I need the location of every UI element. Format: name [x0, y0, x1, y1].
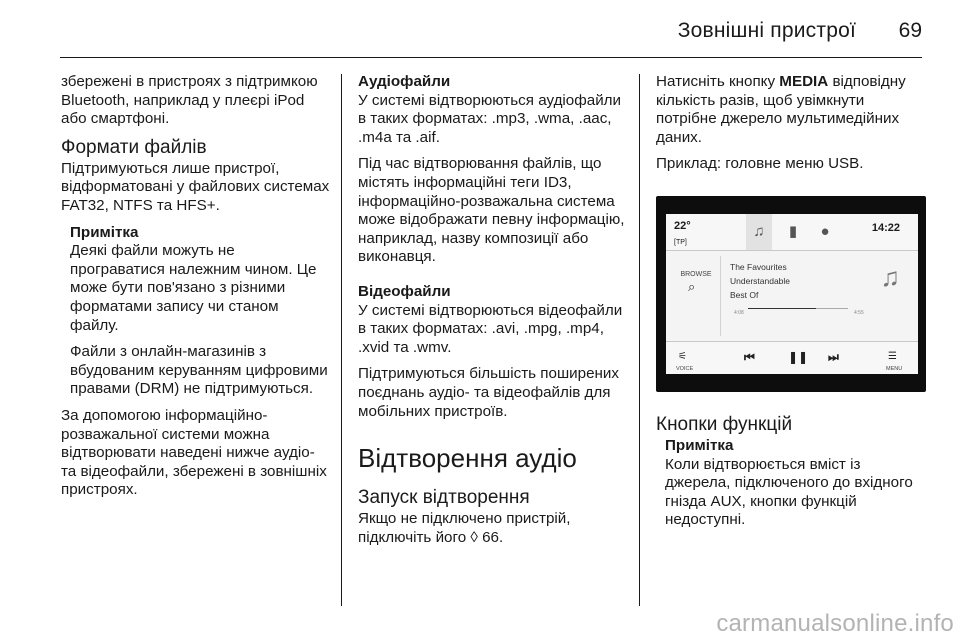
display-area [666, 214, 918, 374]
header-divider [60, 57, 922, 58]
paragraph-playback-intro: За допомогою інформаційно-розважальної системи можна відтворювати наведені нижче аудіо- та відеофайли, збережені в зовнішніх пристроях. [61, 406, 327, 499]
paragraph-video-formats: У системі відтворюються відеофайли в таких форматах: .avi, .mpg, .mp4, .xvid та .wmv. [358, 301, 623, 356]
pause-icon[interactable]: ❚❚ [788, 349, 809, 364]
browse-label[interactable]: BROWSE [680, 270, 712, 278]
clock: 14:22 [871, 221, 900, 234]
progress-fill [748, 308, 816, 309]
note-paragraph-2: Файли з онлайн-магазинів з вбудованим керуванням цифровими правами (DRM) не підтримуються. [70, 343, 328, 398]
paragraph-id3-tags: Під час відтворювання файлів, що містять інформаційні теги ID3, інформаційно-розважальна система може відображати певну інформацію, наприклад, назву композиції або виконавця. [358, 155, 625, 266]
elapsed-time: 4:08 [734, 309, 744, 316]
usb-main-menu-screenshot [656, 196, 926, 392]
total-time: 4:55 [854, 309, 864, 316]
paragraph-media-button [656, 73, 928, 147]
paragraph-example: Приклад: головне меню USB. [656, 155, 864, 173]
track-line-1: The Favourites [730, 261, 787, 272]
note-block-aux [665, 437, 928, 530]
note-paragraph-aux: Коли відтворюється вміст із джерела, підключеного до вхідного гнізда AUX, кнопки функцій недоступні. [665, 455, 913, 529]
paragraph-bluetooth: збережені в пристроях з підтримкою Bluetooth, наприклад у плеєрі iPod або смартфоні. [61, 73, 318, 128]
voice-label[interactable]: VOICE [676, 365, 694, 372]
next-icon[interactable]: ⏭ [828, 349, 839, 364]
heading-function-buttons: Кнопки функцій [656, 413, 793, 435]
watermark: carmanualsonline.info [716, 610, 954, 637]
menu-icon[interactable]: ☰ [888, 350, 897, 362]
progress-bar[interactable] [748, 308, 848, 309]
heading-start-playback: Запуск відтворення [358, 487, 530, 509]
tp-indicator: [TP] [674, 238, 687, 246]
page-header [0, 0, 960, 64]
track-line-3: Best Of [730, 289, 759, 300]
paragraph-combinations: Підтримуються більшість поширених поєднань аудіо- та відеофайлів для мобільних пристроїв. [358, 365, 619, 420]
phone-icon[interactable]: ▮ [788, 222, 798, 240]
heading-file-formats: Формати файлів [61, 136, 207, 158]
column-divider-2 [639, 74, 640, 606]
note-paragraph-1: Деякі файли можуть не програватися належним чином. Це може бути пов'язано з різними форматами запису чи станом файлу. [70, 242, 317, 334]
browse-divider [720, 256, 721, 336]
paragraph-connect-device: Якщо не підключено пристрій, підключіть його ◊ 66. [358, 510, 571, 546]
music-note-icon[interactable]: ♫ [746, 214, 772, 250]
note-block [70, 224, 331, 399]
text-fragment: відповідну кількість разів, щоб увімкнути потрібне джерело мультимедійних даних. [656, 73, 906, 146]
search-icon[interactable]: ⌕ [688, 278, 696, 294]
page-title: Зовнішні пристрої [677, 19, 856, 42]
text-fragment: Натисніть кнопку [656, 73, 780, 90]
album-art-icon: ♫ [880, 261, 900, 292]
column-divider-1 [341, 74, 342, 606]
top-bar [666, 214, 918, 251]
heading-audio-files: Аудіофайли [358, 73, 451, 90]
prev-icon[interactable]: ⏮ [744, 349, 755, 364]
column-1 [61, 73, 331, 508]
bottom-bar [666, 341, 918, 374]
voice-icon[interactable]: ⚟ [678, 350, 687, 362]
note-title: Примітка [70, 223, 139, 241]
heading-audio-playback: Відтворення аудіо [358, 443, 577, 474]
temperature: 22° [674, 219, 691, 232]
note-title-aux: Примітка [665, 436, 734, 454]
info-icon[interactable]: ● [820, 222, 830, 240]
column-2 [358, 73, 628, 555]
heading-video-files: Відеофайли [358, 282, 451, 300]
paragraph-filesystems: Підтримуються лише пристрої, відформатовані у файлових системах FAT32, NTFS та HFS+. [61, 159, 330, 214]
paragraph-audio-formats: У системі відтворюються аудіофайли в таких форматах: .mp3, .wma, .aac, .m4a та .aif. [358, 91, 622, 146]
media-keyword: MEDIA [779, 73, 829, 90]
page-number: 69 [898, 19, 922, 42]
track-line-2: Understandable [730, 275, 791, 286]
menu-label[interactable]: MENU [886, 365, 903, 372]
column-3 [656, 73, 928, 538]
